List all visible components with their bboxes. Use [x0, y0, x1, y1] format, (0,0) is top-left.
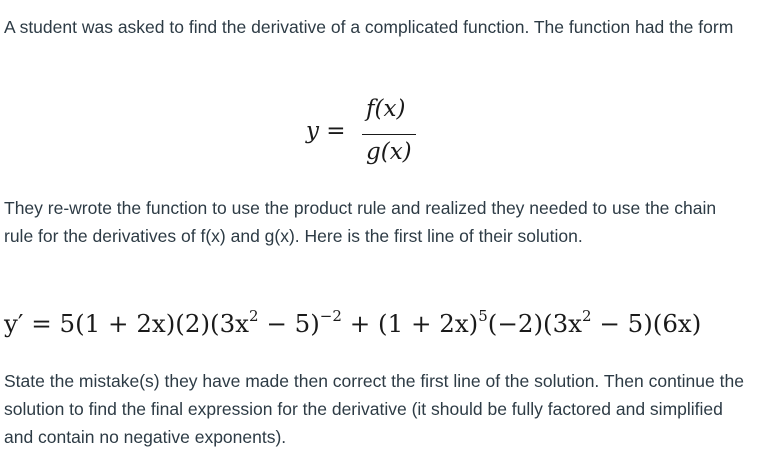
derivative-exponent-4: 2 — [581, 307, 592, 325]
derivative-part-1: y′ = 5(1 + 2x)(2)(3x — [4, 309, 249, 338]
derivative-part-2: − 5) — [258, 309, 320, 338]
derivative-exponent-2: −2 — [319, 307, 342, 325]
fraction-bar — [362, 134, 416, 135]
fraction-numerator: f(x) — [366, 96, 406, 122]
function-equation — [0, 96, 758, 176]
derivative-exponent-3: 5 — [478, 307, 488, 325]
intro-paragraph: A student was asked to find the derivative of a complicated function. The function had the form — [4, 17, 734, 37]
derivative-equation — [4, 304, 754, 344]
instructions-paragraph: State the mistake(s) they have made then correct the first line of the solution. Then continue the solution to find the final expression for the derivative (it should be fully factored and simplified and contain no negative exponents). — [4, 371, 744, 447]
derivative-part-3: + (1 + 2x) — [341, 309, 479, 338]
derivative-exponent-1: 2 — [248, 307, 259, 325]
derivative-part-4: (−2)(3x — [487, 309, 582, 338]
derivative-part-5: − 5)(6x) — [591, 309, 702, 338]
equation-lhs: y = — [306, 118, 346, 144]
fraction-denominator: g(x) — [366, 139, 412, 165]
explanation-paragraph: They re-wrote the function to use the product rule and realized they needed to use the chain rule for the derivatives of f(x) and g(x). Here is the first line of their solution. — [4, 198, 717, 246]
